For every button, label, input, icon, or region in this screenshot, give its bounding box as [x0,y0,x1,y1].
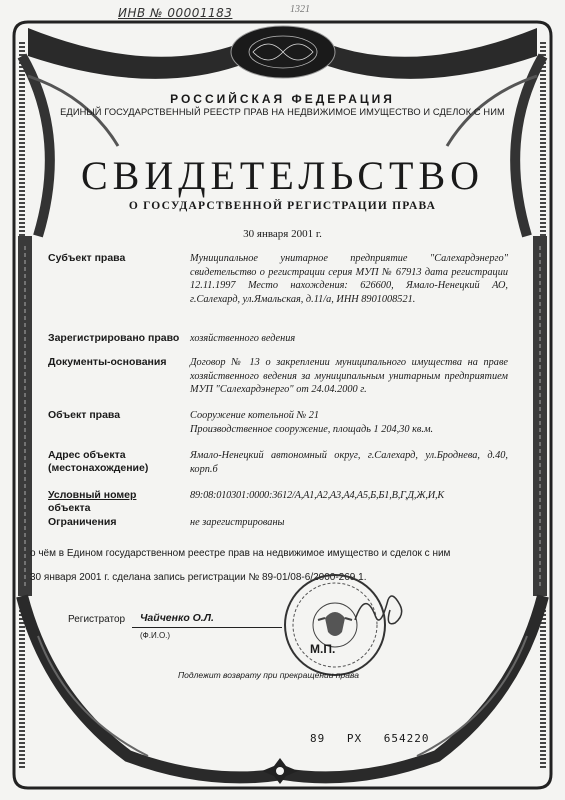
registry-heading: ЕДИНЫЙ ГОСУДАРСТВЕННЫЙ РЕЕСТР ПРАВ НА НЕДВИЖИМОЕ ИМУЩЕСТВО И СДЕЛОК С НИМ [60,107,505,117]
field-value: Договор № 13 о закреплении муниципального имущества на праве хозяйственного ведения за муниципальным унитарным предприятием МУП "Салехардэнерго" от 24.04.2000 г. [190,357,508,395]
field-label: Субъект права [48,252,126,264]
registrar-label: Регистратор [68,614,126,625]
address-label: Адрес объекта [48,449,126,461]
return-note: Подлежит возврату при прекращении права [178,670,359,680]
field-label: Объект права [48,409,121,421]
signature-line [132,627,282,628]
field-value: хозяйственного ведения [190,333,296,344]
registrar-fio-caption: (Ф.И.О.) [140,631,171,640]
field-value: 89:08:010301:0000:3612/А,А1,А2,А3,А4,А5,Б,Б1,В,Г,Д,Ж,И,К [190,490,445,501]
serial-number: 654220 [383,732,430,745]
issue-date: 30 января 2001 г. [243,228,322,240]
field-label: Документы-основания [48,356,167,368]
serial-region: 89 [310,732,326,745]
seal-place-marker: М.П. [310,642,336,656]
bottom-ornament [260,756,300,786]
object-name: Сооружение котельной № 21 [190,410,320,421]
field-label: Зарегистрировано право [48,332,180,344]
address-label-sub: (местонахождение) [48,462,149,474]
registry-record-line1: о чём в Едином государственном реестре прав на недвижимое имущество и сделок с ним [30,548,451,559]
country-heading: РОССИЙСКАЯ ФЕДЕРАЦИЯ [170,92,395,106]
inventory-handwritten-note: ИНВ № 00001183 [118,6,233,20]
registrar-signature [350,585,410,635]
cadastral-label-sub: объекта [48,502,91,514]
blank-serial-number [310,732,444,745]
document-title: СВИДЕТЕЛЬСТВО [80,153,485,198]
faint-handwritten-note: 1321 [290,4,310,15]
field-label [48,489,136,515]
cadastral-label: Условный номер [48,489,137,501]
serial-series: РХ [346,732,363,745]
registrar-name: Чайченко О.Л. [140,612,214,624]
field-value: не зарегистрированы [190,517,285,528]
field-label: Ограничения [48,516,117,528]
registry-record-line2: 30 января 2001 г. сделана запись регистрации № 89-01/08-6/2000-269.1. [30,572,367,583]
document-subtitle: О ГОСУДАРСТВЕННОЙ РЕГИСТРАЦИИ ПРАВА [128,200,437,212]
field-value [190,409,508,436]
field-label [48,449,148,475]
object-description: Производственное сооружение, площадь 1 204,30 кв.м. [190,423,434,435]
field-value: Муниципальное унитарное предприятие "Салехардэнерго" свидетельство о регистрации серия МУП № 67913 дата регистрации 12.11.1997 Место нахождения: 626600, Ямало-Ненецкий АО, г.Салехард, ул.Ямальская, д.11/а, ИНН 8901008521. [190,253,508,305]
field-value: Ямало-Ненецкий автономный округ, г.Салехард, ул.Броднева, д.40, корп.б [190,450,508,475]
